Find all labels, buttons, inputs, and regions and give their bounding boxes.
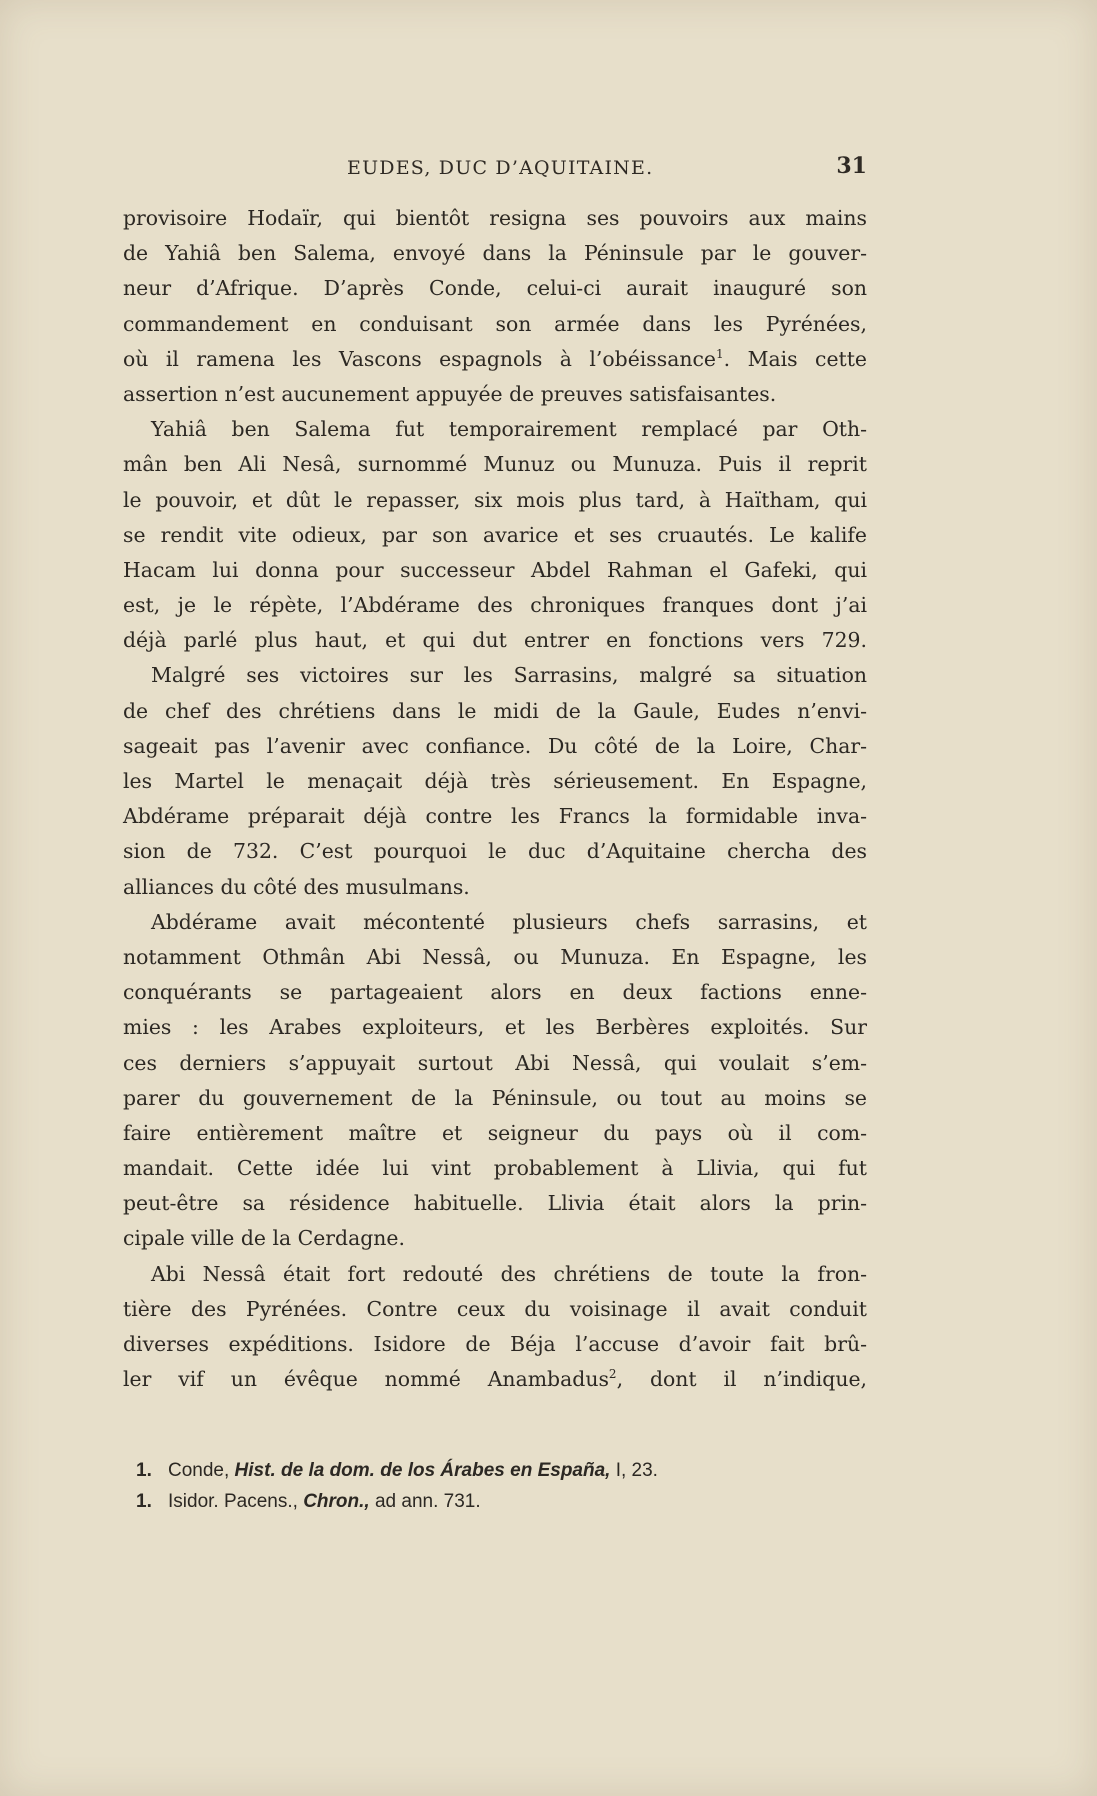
paragraph-4 [123,905,867,1257]
text-line: de Yahiâ ben Salema, envoyé dans la Péninsule par le gouver- [123,241,867,266]
footnotes [136,1455,866,1517]
footnote [136,1486,866,1517]
text-line: ces derniers s’appuyait surtout Abi Nessâ, qui voulait s’em- [123,1050,867,1075]
footnote-ref: 1 [716,346,724,361]
text-segment: ler vif un évêque nommé Anambadus [123,1367,609,1392]
text-line: neur d’Afrique. D’après Conde, celui-ci aurait inauguré son [123,276,867,301]
text-line: se rendit vite odieux, par son avarice et ses cruautés. Le kalife [123,522,867,547]
running-title: EUDES, DUC D’AQUITAINE. [347,157,654,179]
text-line: Abdérame avait mécontenté plusieurs chefs sarrasins, et [151,909,867,934]
footnote-marker: 1. [136,1491,152,1512]
footnote [136,1455,866,1486]
page-number: 31 [836,153,867,179]
text-line: mân ben Ali Nesâ, surnommé Munuz ou Munuza. Puis il reprit [123,452,867,477]
text-line: conquérants se partageaient alors en deux factions enne- [123,980,867,1005]
text-line: assertion n’est aucunement appuyée de preuves satisfaisantes. [123,381,777,406]
text-line: est, je le répète, l’Abdérame des chroniques franques dont j’ai [123,593,867,618]
text-segment: , dont il n’indique, [616,1367,867,1392]
paragraph-2 [123,412,867,658]
footnote-marker: 1. [136,1460,152,1481]
text-line [123,1362,867,1397]
text-line: sion de 732. C’est pourquoi le duc d’Aquitaine chercha des [123,839,867,864]
text-line: de chef des chrétiens dans le midi de la Gaule, Eudes n’envi- [123,698,867,723]
text-line: faire entièrement maître et seigneur du pays où il com- [123,1120,867,1145]
text-line: commandement en conduisant son armée dans les Pyrénées, [123,311,867,336]
footnote-title: Hist. de la dom. de los Árabes en España, [234,1460,611,1481]
text-line: Abdérame préparait déjà contre les Francs la formidable inva- [123,804,867,829]
text-line: mies : les Arabes exploiteurs, et les Berbères exploités. Sur [123,1015,867,1040]
text-segment: . Mais cette [723,346,867,371]
text-line: Yahiâ ben Salema fut temporairement remplacé par Oth- [151,417,867,442]
text-line: provisoire Hodaïr, qui bientôt resigna ses pouvoirs aux mains [123,206,867,230]
text-line: notamment Othmân Abi Nessâ, ou Munuza. En Espagne, les [123,944,867,969]
text-line: parer du gouvernement de la Péninsule, ou tout au moins se [123,1085,867,1110]
body-text [123,201,867,1397]
paragraph-1 [123,201,867,412]
text-line: déjà parlé plus haut, et qui dut entrer en fonctions vers 729. [123,628,867,653]
footnote-text: I, 23. [610,1460,658,1481]
footnote-text: Isidor. Pacens., [168,1491,304,1512]
paragraph-5 [123,1257,867,1398]
text-line: les Martel le menaçait déjà très sérieusement. En Espagne, [123,769,867,793]
text-line: tière des Pyrénées. Contre ceux du voisinage il avait conduit [123,1296,867,1321]
text-line: peut-être sa résidence habituelle. Llivia était alors la prin- [123,1191,867,1216]
text-line: mandait. Cette idée lui vint probablement à Llivia, qui fut [123,1156,867,1181]
text-line: Malgré ses victoires sur les Sarrasins, malgré sa situation [151,663,867,688]
text-segment: où il ramena les Vascons espagnols à l’obéissance [123,346,716,371]
footnote-text: Conde, [168,1460,235,1481]
page-header [123,153,867,183]
footnote-ref: 2 [608,1367,617,1382]
text-line: alliances du côté des musulmans. [123,874,470,899]
footnote-title: Chron., [303,1491,370,1512]
text-line: Abi Nessâ était fort redouté des chrétiens de toute la fron- [151,1261,867,1286]
text-line: diverses expéditions. Isidore de Béja l’accuse d’avoir fait brû- [123,1332,867,1356]
footnote-text: ad ann. 731. [369,1491,481,1512]
text-line [123,342,867,377]
text-line: cipale ville de la Cerdagne. [123,1226,405,1251]
text-line: le pouvoir, et dût le repasser, six mois plus tard, à Haïtham, qui [123,487,867,512]
text-line: sageait pas l’avenir avec confiance. Du côté de la Loire, Char- [123,733,867,758]
paragraph-3 [123,658,867,904]
text-line: Hacam lui donna pour successeur Abdel Rahman el Gafeki, qui [123,557,867,582]
